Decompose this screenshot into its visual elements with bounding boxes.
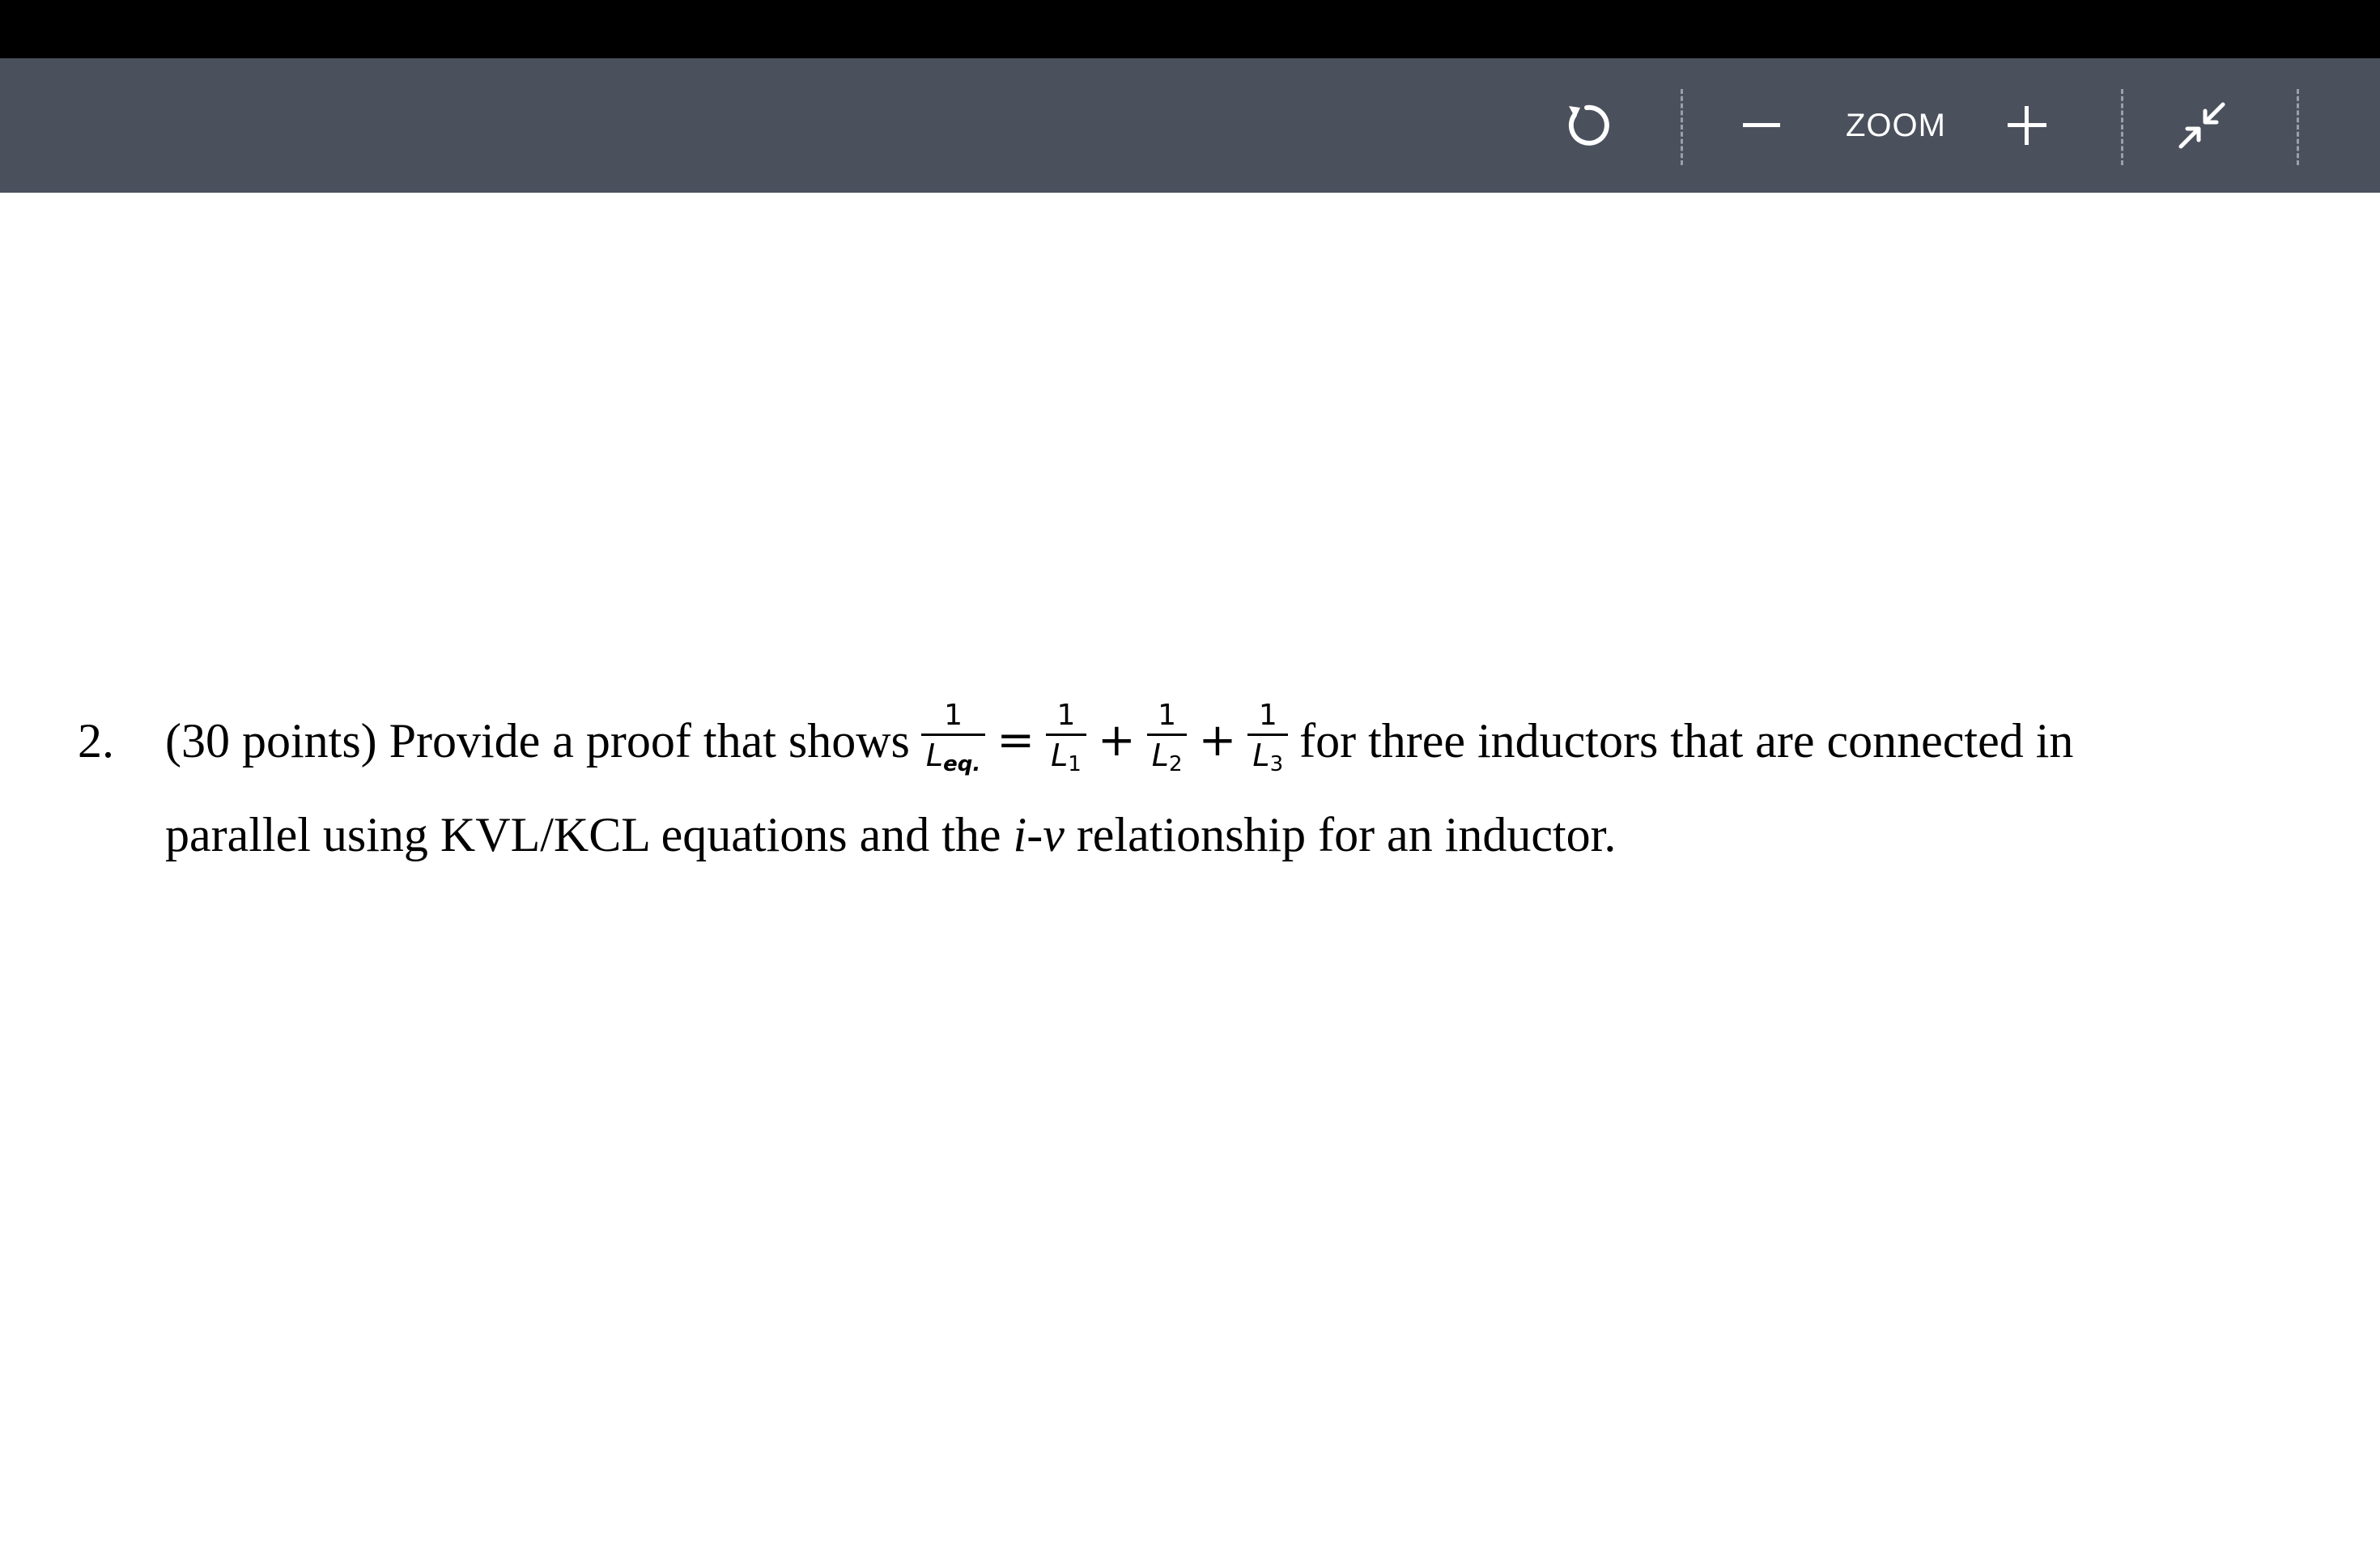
document-viewport xyxy=(0,193,2380,1548)
fraction-term-2 xyxy=(1147,698,1188,784)
denominator-base: L xyxy=(1151,738,1169,773)
rotate-button[interactable] xyxy=(1554,58,1619,193)
denominator-subscript: 2 xyxy=(1168,752,1183,776)
denominator-base: L xyxy=(925,738,944,773)
problem-trail-text: for three inductors that are connected in xyxy=(1299,714,2074,768)
toolbar-separator xyxy=(2297,89,2299,165)
plus-sign: + xyxy=(1097,714,1136,767)
problem-line-1 xyxy=(165,693,2073,789)
fraction-denominator xyxy=(1147,736,1188,784)
collapse-button[interactable] xyxy=(2170,58,2234,193)
toolbar-separator xyxy=(2121,89,2123,165)
fraction-denominator xyxy=(921,736,985,784)
fraction-lhs xyxy=(921,698,985,784)
equals-sign: = xyxy=(997,714,1035,767)
problem-lead-text: (30 points) Provide a proof that shows xyxy=(165,714,910,768)
zoom-out-button[interactable] xyxy=(1729,58,1794,193)
problem-line-2 xyxy=(165,787,1616,882)
zoom-out-icon xyxy=(1740,104,1783,147)
fraction-term-1 xyxy=(1046,698,1086,784)
problem-iv-term: i-v xyxy=(1013,808,1065,861)
denominator-subscript: 3 xyxy=(1269,752,1284,776)
plus-sign: + xyxy=(1198,714,1237,767)
top-black-bar xyxy=(0,0,2380,58)
fraction-term-3 xyxy=(1247,698,1288,784)
fraction-numerator: 1 xyxy=(1056,699,1076,732)
zoom-label-container xyxy=(1831,58,1961,193)
fraction-denominator xyxy=(1247,736,1288,784)
fraction-numerator: 1 xyxy=(944,699,963,732)
fraction-numerator: 1 xyxy=(1158,699,1177,732)
denominator-base: L xyxy=(1051,738,1069,773)
fraction-numerator: 1 xyxy=(1258,699,1277,732)
zoom-in-button[interactable] xyxy=(1995,58,2059,193)
problem-line2-text-a: parallel using KVL/KCL equations and the xyxy=(165,808,1014,861)
zoom-in-icon xyxy=(2004,103,2050,148)
denominator-base: L xyxy=(1252,738,1270,773)
zoom-label: ZOOM xyxy=(1846,107,1946,143)
problem-number: 2. xyxy=(78,714,114,768)
toolbar-separator xyxy=(1681,89,1683,165)
viewer-toolbar xyxy=(0,58,2380,193)
collapse-icon xyxy=(2176,100,2228,151)
problem-line2-text-b: relationship for an inductor. xyxy=(1064,808,1617,861)
denominator-subscript: 1 xyxy=(1068,752,1082,776)
fraction-denominator xyxy=(1046,736,1086,784)
denominator-subscript: eq. xyxy=(943,752,981,776)
rotate-icon xyxy=(1560,99,1613,152)
